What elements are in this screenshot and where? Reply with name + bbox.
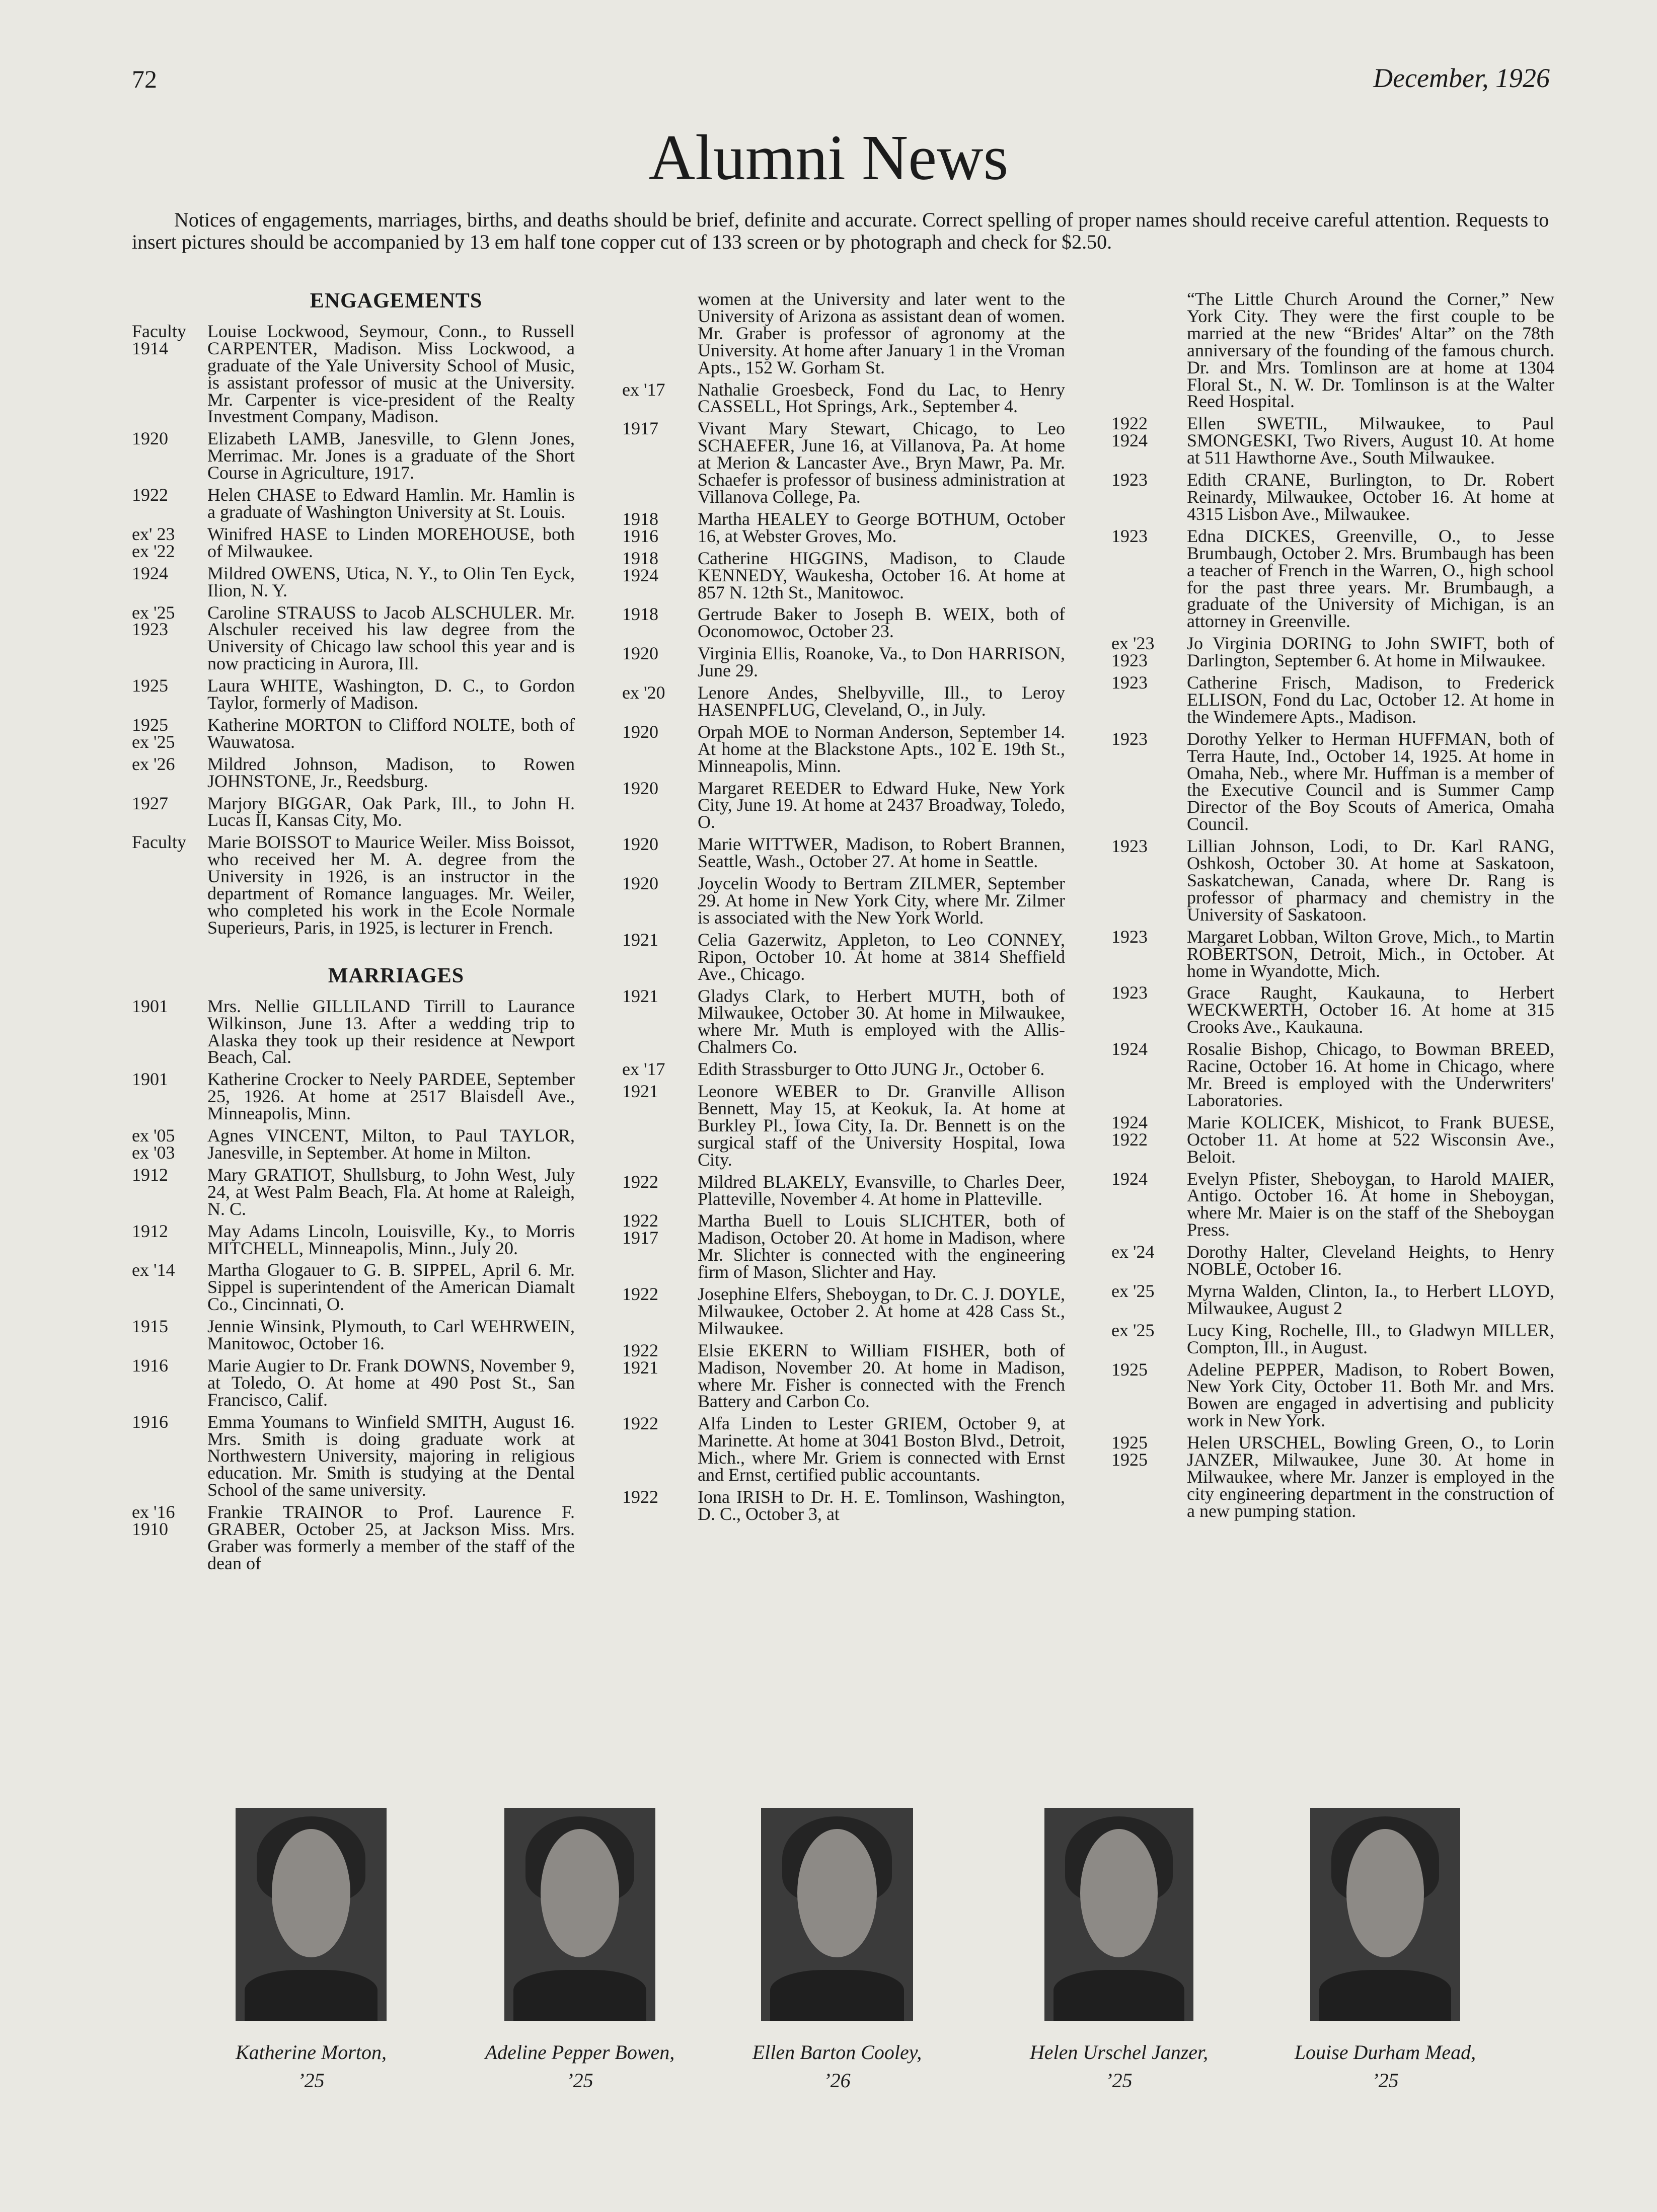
news-entry: [1111, 1244, 1554, 1278]
news-entry: [132, 998, 575, 1066]
page-number: 72: [132, 65, 157, 93]
class-year: 1922 1921: [622, 1340, 658, 1378]
entry-text: Helen CHASE to Edward Hamlin. Mr. Hamlin is a graduate of Washington University at St. Louis.: [207, 485, 575, 522]
column-3: [1111, 291, 1554, 1525]
entry-text: Mildred OWENS, Utica, N. Y., to Olin Ten Eyck, Ilion, N. Y.: [207, 563, 575, 600]
news-entry: [1111, 728, 1554, 834]
entry-text: Frankie TRAINOR to Prof. Laurence F. GRABER, October 25, at Jackson Miss. Mrs. Graber was formerly a member of the staff of the dean of: [207, 1502, 575, 1573]
class-year: 1922: [622, 1171, 658, 1192]
news-entry: [132, 753, 575, 791]
entry-text: Josephine Elfers, Sheboygan, to Dr. C. J. DOYLE, Milwaukee, October 2. At home at 428 Cass St., Milwaukee.: [698, 1284, 1065, 1338]
entry-text: Edna DICKES, Greenville, O., to Jesse Brumbaugh, October 2. Mrs. Brumbaugh has been a teacher of French in the Warren, O., high school for the past three years. Mr. Brumbaugh, a graduate of the University of Michigan, is an attorney in Greenville.: [1187, 525, 1554, 632]
portrait-photo: [761, 1808, 913, 2021]
entry-text: Lucy King, Rochelle, Ill., to Gladwyn MILLER, Compton, Ill., in August.: [1187, 1320, 1554, 1357]
news-entry: [132, 604, 575, 673]
entry-text: Myrna Walden, Clinton, Ia., to Herbert LLOYD, Milwaukee, August 2: [1187, 1280, 1554, 1318]
class-year: 1920: [622, 721, 658, 742]
class-year: 1925: [1111, 1359, 1148, 1380]
news-entry: [1111, 1280, 1554, 1318]
class-year: ex '14: [132, 1260, 175, 1280]
photo-caption: Adeline Pepper Bowen, ’25: [485, 2041, 675, 2092]
entry-text: Laura WHITE, Washington, D. C., to Gordon Taylor, formerly of Madison.: [207, 675, 575, 713]
news-entry: [622, 1171, 1065, 1209]
entry-text: Rosalie Bishop, Chicago, to Bowman BREED, Racine, October 16. At home in Chicago, where Mr. Breed is employed with the Underwriters' Laboratories.: [1187, 1039, 1554, 1110]
marriages-list: [132, 998, 575, 1572]
class-year: ex '26: [132, 753, 175, 774]
class-year: 1921: [622, 985, 658, 1006]
photo-caption: Louise Durham Mead, ’25: [1294, 2041, 1476, 2092]
portrait-photo: [236, 1808, 387, 2021]
class-year: 1912: [132, 1221, 168, 1241]
entry-text: “The Little Church Around the Corner,” New York City. They were the first couple to be married at the new “Brides' Altar” on the 78th anniversary of the founding of the famous church. Dr. and Mrs. Tomlinson are at home at 1304 Floral St., N. W. Dr. Tomlinson is at the Walter Reed Hospital.: [1187, 289, 1554, 412]
news-entry: [1111, 1322, 1554, 1356]
class-year: 1925 ex '25: [132, 714, 175, 752]
entry-text: Orpah MOE to Norman Anderson, September 14. At home at the Blackstone Apts., 102 E. 19th St., Minneapolis, Minn.: [698, 721, 1065, 776]
news-entry: [622, 550, 1065, 601]
portrait-photo: [504, 1808, 655, 2021]
entry-text: Catherine Frisch, Madison, to Frederick ELLISON, Fond du Lac, October 12. At home in the Windemere Apts., Madison.: [1187, 672, 1554, 727]
entry-text: Margaret Lobban, Wilton Grove, Mich., to Martin ROBERTSON, Detroit, Mich., in October. At home in Wyandotte, Mich.: [1187, 926, 1554, 981]
news-entry: [132, 1318, 575, 1352]
class-year: ex '24: [1111, 1242, 1155, 1262]
class-year: 1924 1922: [1111, 1112, 1148, 1150]
entry-text: Grace Raught, Kaukauna, to Herbert WECKWERTH, October 16. At home at 315 Crooks Ave., Kaukauna.: [1187, 982, 1554, 1037]
news-entry: [132, 1262, 575, 1313]
class-year: ex' 23 ex '22: [132, 523, 175, 561]
news-entry: [132, 1411, 575, 1500]
news-entry: [622, 1083, 1065, 1169]
news-entry: [1111, 984, 1554, 1036]
news-entry: [1111, 1114, 1554, 1166]
entry-text: Lenore Andes, Shelbyville, Ill., to Leroy HASENPFLUG, Cleveland, O., in July.: [698, 682, 1065, 720]
news-entry: [132, 323, 575, 425]
class-year: 1923: [1111, 525, 1148, 546]
class-year: 1917: [622, 418, 658, 439]
news-entry: [1111, 1434, 1554, 1520]
news-entry: [1111, 525, 1554, 632]
marriages-heading: MARRIAGES: [328, 964, 465, 987]
entry-text: Katherine Crocker to Neely PARDEE, September 25, 1926. At home at 2517 Blaisdell Ave., Minneapolis, Minn.: [207, 1069, 575, 1124]
class-year: Faculty: [132, 832, 186, 853]
class-year: 1922: [622, 1487, 658, 1507]
class-year: 1916: [132, 1411, 168, 1432]
photo-caption: Helen Urschel Janzer, ’25: [1029, 2041, 1209, 2092]
class-year: 1921: [622, 1081, 658, 1102]
entry-text: Mrs. Nellie GILLILAND Tirrill to Laurance Wilkinson, June 13. After a wedding trip to Alaska they took up their residence at Newport Beach, Cal.: [207, 996, 575, 1067]
class-year: ex '17: [622, 1059, 665, 1080]
news-entry: [622, 508, 1065, 546]
news-entry: [132, 834, 575, 936]
news-entry: [132, 430, 575, 482]
entry-text: Winifred HASE to Linden MOREHOUSE, both of Milwaukee.: [207, 523, 575, 561]
news-entry: [622, 929, 1065, 984]
intro-paragraph: Notices of engagements, marriages, births, and deaths should be brief, definite and accurate. Correct spelling of proper names should receive careful attention. Requests to insert pictures should be accompanied by 13 em half tone copper cut of 133 screen or by photograph and check for $2.50.: [132, 208, 1549, 253]
class-year: 1918 1924: [622, 548, 658, 585]
entry-text: Adeline PEPPER, Madison, to Robert Bowen, New York City, October 11. Both Mr. and Mrs. Bowen are engaged in advertising and publicity work in New York.: [1187, 1359, 1554, 1431]
engagements-heading: ENGAGEMENTS: [310, 289, 483, 313]
class-year: 1920: [132, 428, 168, 449]
entry-text: May Adams Lincoln, Louisville, Ky., to Morris MITCHELL, Minneapolis, Minn., July 20.: [207, 1221, 575, 1258]
entry-text: Catherine HIGGINS, Madison, to Claude KENNEDY, Waukesha, October 16. At home at 857 N. 12th St., Manitowoc.: [698, 548, 1065, 602]
news-entry: [132, 523, 575, 561]
class-year: ex '25: [1111, 1320, 1155, 1340]
class-year: 1923: [1111, 470, 1148, 490]
class-year: 1923: [1111, 982, 1148, 1003]
entry-text: Virginia Ellis, Roanoke, Va., to Don HARRISON, June 29.: [698, 643, 1065, 681]
entry-text: Ellen SWETIL, Milwaukee, to Paul SMONGESKI, Two Rivers, August 10. At home at 511 Hawthorne Ave., South Milwaukee.: [1187, 413, 1554, 468]
class-year: ex '25 1923: [132, 602, 175, 640]
entry-text: Dorothy Yelker to Herman HUFFMAN, both of Terra Haute, Ind., October 14, 1925. At home in Omaha, Neb., where Mr. Huffman is a member of the Executive Council and is Summer Camp Director of the Boy Scouts of America, Omaha Council.: [1187, 728, 1554, 834]
entry-text: women at the University and later went to the University of Arizona as assistant dean of women. Mr. Graber is professor of agronomy at the University. At home after January 1 in the Vroman Apts., 152 W. Gorham St.: [698, 289, 1065, 377]
news-entry: [132, 1357, 575, 1409]
entry-text: Leonore WEBER to Dr. Granville Allison Bennett, May 15, at Keokuk, Ia. At home at Burkley Pl., Iowa City, Ia. Dr. Bennett is on the surgical staff of the University Hospital, Iowa City.: [698, 1081, 1065, 1170]
news-entry: [132, 1071, 575, 1122]
news-entry: [1111, 635, 1554, 669]
news-entry: [132, 1164, 575, 1219]
class-year: ex '23 1923: [1111, 633, 1155, 671]
class-year: 1922: [132, 485, 168, 505]
entry-text: Celia Gazerwitz, Appleton, to Leo CONNEY, Ripon, October 10. At home at 3814 Sheffield Ave., Chicago.: [698, 929, 1065, 984]
entry-text: Caroline STRAUSS to Jacob ALSCHULER. Mr. Alschuler received his law degree from the University of Chicago law school this year and is now practicing in Aurora, Ill.: [207, 602, 575, 674]
class-year: 1923: [1111, 672, 1148, 693]
entry-text: Lillian Johnson, Lodi, to Dr. Karl RANG, Oshkosh, October 30. At home at Saskatoon, Saskatchewan, Canada, where Dr. Rang is professor of pharmacy and chemistry in the University of Saskatoon.: [1187, 836, 1554, 925]
entry-text: Marie BOISSOT to Maurice Weiler. Miss Boissot, who received her M. A. degree from the University in 1926, is an instructor in the department of Romance languages. Mr. Weiler, who completed his work in the Ecole Normale Superieurs, Paris, in 1925, is lecturer in French.: [207, 832, 575, 938]
class-year: 1925 1925: [1111, 1432, 1148, 1470]
entry-text: Edith Strassburger to Otto JUNG Jr., October 6.: [698, 1059, 1045, 1080]
class-year: 1922: [622, 1413, 658, 1434]
entry-text: Elsie EKERN to William FISHER, both of Madison, November 20. At home in Madison, where Mr. Fisher is connected with the French Battery and Carbon Co.: [698, 1340, 1065, 1412]
news-entry: [622, 721, 1065, 776]
news-entry: [622, 420, 1065, 506]
class-year: Faculty 1914: [132, 321, 186, 358]
class-year: 1920: [622, 873, 658, 894]
news-entry: [1111, 291, 1554, 410]
news-entry: [622, 645, 1065, 679]
entry-text: Jennie Winsink, Plymouth, to Carl WEHRWEIN, Manitowoc, October 16.: [207, 1316, 575, 1354]
news-entry: [1111, 1168, 1554, 1240]
entry-text: Gladys Clark, to Herbert MUTH, both of Milwaukee, October 30. At home in Milwaukee, where Mr. Muth is employed with the Allis-Chalmers Co.: [698, 985, 1065, 1057]
entry-text: Evelyn Pfister, Sheboygan, to Harold MAIER, Antigo. October 16. At home in Sheboygan, where Mr. Maier is on the staff of the Sheboygan Press.: [1187, 1168, 1554, 1240]
photo-caption: Ellen Barton Cooley, ’26: [752, 2041, 922, 2092]
entry-text: Gertrude Baker to Joseph B. WEIX, both of Oconomowoc, October 23.: [698, 604, 1065, 642]
class-year: 1923: [1111, 836, 1148, 857]
class-year: ex '17: [622, 379, 665, 400]
news-entry: [622, 606, 1065, 640]
news-entry: [132, 677, 575, 712]
class-year: 1923: [1111, 728, 1148, 749]
news-entry: [622, 1342, 1065, 1411]
news-entry: [1111, 472, 1554, 523]
news-entry: [622, 379, 1065, 417]
entry-text: Marjory BIGGAR, Oak Park, Ill., to John H. Lucas II, Kansas City, Mo.: [207, 793, 575, 830]
news-entry: [132, 795, 575, 829]
class-year: 1921: [622, 929, 658, 950]
news-entry: [622, 1061, 1065, 1078]
news-entry: [622, 1415, 1065, 1484]
news-entry: [622, 1212, 1065, 1281]
class-year: 1924: [1111, 1039, 1148, 1059]
entry-text: Marie WITTWER, Madison, to Robert Brannen, Seattle, Wash., October 27. At home in Seattle.: [698, 834, 1065, 872]
issue-date: December, 1926: [1373, 63, 1550, 93]
news-entry: [1111, 1041, 1554, 1109]
news-entry: [132, 487, 575, 521]
class-year: 1924: [132, 563, 168, 583]
entry-text: Louise Lockwood, Seymour, Conn., to Russell CARPENTER, Madison. Miss Lockwood, a graduate of the Yale University School of Music, is assistant professor of music at the University. Mr. Carpenter is vice-president of the Realty Investment Company, Madison.: [207, 321, 575, 427]
class-year: ex '05 ex '03: [132, 1125, 175, 1163]
news-entry: [1111, 674, 1554, 726]
entry-text: Joycelin Woody to Bertram ZILMER, September 29. At home in New York City, where Mr. Zilmer is associated with the New York World.: [698, 873, 1065, 928]
entry-text: Iona IRISH to Dr. H. E. Tomlinson, Washington, D. C., October 3, at: [698, 1487, 1065, 1524]
news-entry: [622, 780, 1065, 831]
news-entry: [622, 875, 1065, 927]
column-1: [132, 291, 575, 1577]
entry-text: Elizabeth LAMB, Janesville, to Glenn Jones, Merrimac. Mr. Jones is a graduate of the Short Course in Agriculture, 1917.: [207, 428, 575, 483]
news-entry: [622, 291, 1065, 376]
entry-text: Alfa Linden to Lester GRIEM, October 9, at Marinette. At home at 3041 Boston Blvd., Detroit, Mich., where Mr. Griem is connected with Ernst and Ernst, certified public accountants.: [698, 1413, 1065, 1485]
photo-caption: Katherine Morton, ’25: [236, 2041, 387, 2092]
class-year: 1924: [1111, 1168, 1148, 1189]
entry-text: Martha Glogauer to G. B. SIPPEL, April 6. Mr. Sippel is superintendent of the American Diamalt Co., Cincinnati, O.: [207, 1260, 575, 1315]
entry-text: Nathalie Groesbeck, Fond du Lac, to Henry CASSELL, Hot Springs, Ark., September 4.: [698, 379, 1065, 417]
news-entry: [132, 1127, 575, 1162]
class-year: 1901: [132, 1069, 168, 1090]
class-year: 1901: [132, 996, 168, 1016]
class-year: ex '25: [1111, 1280, 1155, 1301]
news-entry: [132, 565, 575, 599]
page-title: Alumni News: [648, 122, 1009, 193]
class-year: ex '16 1910: [132, 1502, 175, 1540]
class-year: 1922 1917: [622, 1210, 658, 1248]
class-year: 1923: [1111, 926, 1148, 947]
class-year: ex '20: [622, 682, 665, 703]
news-entry: [622, 1489, 1065, 1523]
news-entry: [1111, 1361, 1554, 1430]
entry-text: Helen URSCHEL, Bowling Green, O., to Lorin JANZER, Milwaukee, June 30. At home in Milwaukee, where Mr. Janzer is employed in the city engineering department in the construction of a new pumping station.: [1187, 1432, 1554, 1521]
news-entry: [132, 1223, 575, 1257]
news-entry: [622, 985, 1065, 1057]
portrait-photo: [1044, 1808, 1193, 2021]
entry-text: Martha Buell to Louis SLICHTER, both of Madison, October 20. At home in Madison, where Mr. Slichter is connected with the engineering firm of Mason, Slichter and Hay.: [698, 1210, 1065, 1282]
news-entry: [622, 836, 1065, 870]
entry-text: Agnes VINCENT, Milton, to Paul TAYLOR, Janesville, in September. At home in Milton.: [207, 1125, 575, 1163]
entry-text: Jo Virginia DORING to John SWIFT, both of Darlington, September 6. At home in Milwaukee.: [1187, 633, 1554, 671]
news-entry: [132, 714, 575, 752]
entry-text: Mildred BLAKELY, Evansville, to Charles Deer, Platteville, November 4. At home in Platteville.: [698, 1171, 1065, 1209]
news-entry: [1111, 415, 1554, 467]
class-year: 1916: [132, 1355, 168, 1376]
class-year: 1927: [132, 793, 168, 813]
class-year: 1922 1924: [1111, 413, 1148, 451]
entry-text: Emma Youmans to Winfield SMITH, August 16. Mrs. Smith is doing graduate work at Northwestern University, majoring in religious education. Mr. Smith is studying at the Dental School of the same university.: [207, 1411, 575, 1500]
engagements-list: [132, 323, 575, 937]
entry-text: Edith CRANE, Burlington, to Dr. Robert Reinardy, Milwaukee, October 16. At home at 4315 Lisbon Ave., Milwaukee.: [1187, 470, 1554, 524]
entry-text: Dorothy Halter, Cleveland Heights, to Henry NOBLE, October 16.: [1187, 1242, 1554, 1279]
class-year: 1920: [622, 778, 658, 798]
entry-text: Katherine MORTON to Clifford NOLTE, both of Wauwatosa.: [207, 714, 575, 752]
news-entry: [1111, 926, 1554, 981]
class-year: 1920: [622, 643, 658, 664]
news-entry: [622, 684, 1065, 719]
column-2: [622, 291, 1065, 1528]
class-year: 1920: [622, 834, 658, 855]
class-year: 1922: [622, 1284, 658, 1305]
class-year: 1912: [132, 1164, 168, 1185]
entry-text: Marie KOLICEK, Mishicot, to Frank BUESE, October 11. At home at 522 Wisconsin Ave., Beloit.: [1187, 1112, 1554, 1167]
news-entry: [1111, 838, 1554, 924]
class-year: 1918 1916: [622, 508, 658, 546]
entry-text: Mary GRATIOT, Shullsburg, to John West, July 24, at West Palm Beach, Fla. At home at Raleigh, N. C.: [207, 1164, 575, 1219]
class-year: 1915: [132, 1316, 168, 1337]
entry-text: Margaret REEDER to Edward Huke, New York City, June 19. At home at 2437 Broadway, Toledo, O.: [698, 778, 1065, 832]
entry-text: Martha HEALEY to George BOTHUM, October 16, at Webster Groves, Mo.: [698, 508, 1065, 546]
entry-text: Marie Augier to Dr. Frank DOWNS, November 9, at Toledo, O. At home at 490 Post St., San Francisco, Calif.: [207, 1355, 575, 1410]
class-year: 1925: [132, 675, 168, 696]
entry-text: Vivant Mary Stewart, Chicago, to Leo SCHAEFER, June 16, at Villanova, Pa. At home at Merion & Lancaster Ave., Bryn Mawr, Pa. Mr. Schaefer is professor of business administration at Villanova College, Pa.: [698, 418, 1065, 507]
portrait-photo: [1310, 1808, 1460, 2021]
class-year: 1918: [622, 604, 658, 625]
news-entry: [132, 1504, 575, 1572]
entry-text: Mildred Johnson, Madison, to Rowen JOHNSTONE, Jr., Reedsburg.: [207, 753, 575, 791]
news-entry: [622, 1286, 1065, 1337]
